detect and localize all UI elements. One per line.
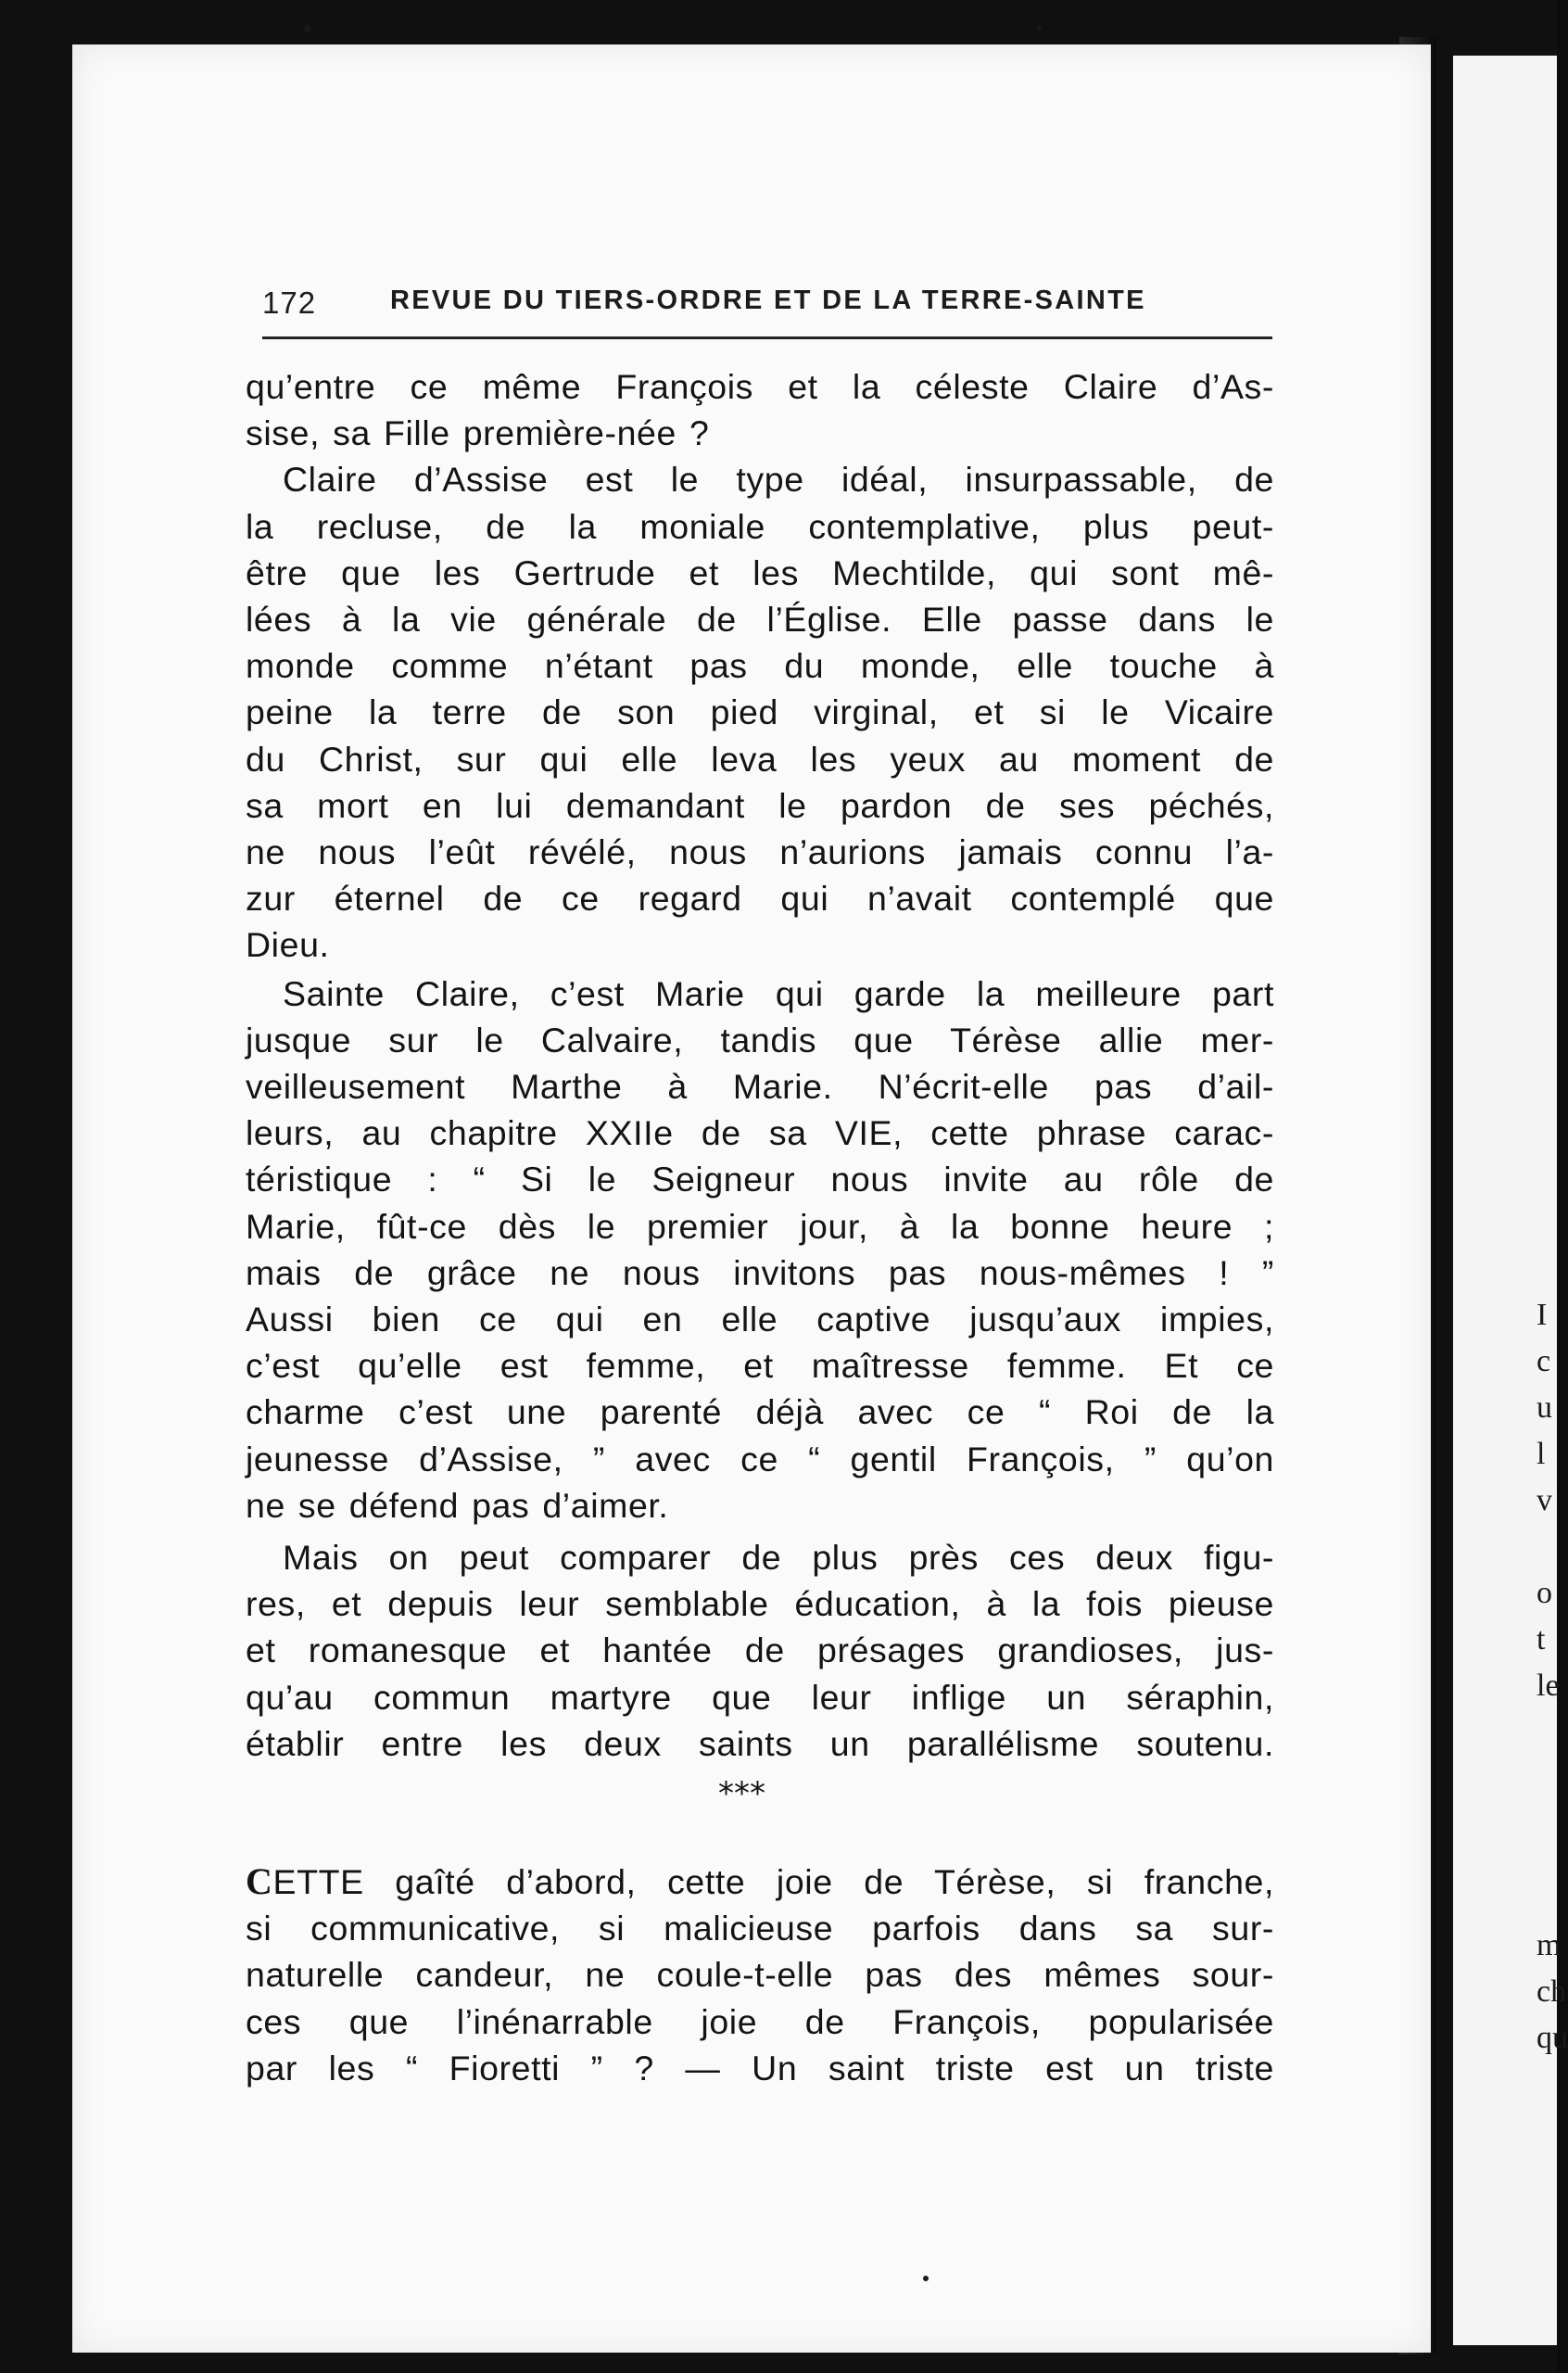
adjacent-page — [1453, 56, 1568, 2345]
adjacent-page-fragment: c — [1536, 1344, 1551, 1378]
adjacent-page-fragment: m — [1536, 1928, 1562, 1962]
scan-speck — [923, 2276, 929, 2281]
text-line: naturelle candeur, ne coule-t-elle pas des mêmes sour- — [246, 1955, 1274, 1995]
adjacent-page-fragment: qu — [1536, 2021, 1568, 2055]
text-line: la recluse, de la moniale contemplative, plus peut- — [246, 506, 1274, 546]
text-line: mais de grâce ne nous invitons pas nous-mêmes ! ” — [246, 1252, 1274, 1292]
text-line: Sainte Claire, c’est Marie qui garde la meilleure part — [283, 973, 1274, 1013]
text-line: ces que l’inénarrable joie de François, popularisée — [246, 2001, 1274, 2041]
section-asterism: *** — [718, 1775, 765, 1812]
text-line: veilleusement Marthe à Marie. N’écrit-elle pas d’ail- — [246, 1067, 1274, 1107]
text-line — [246, 1859, 1274, 1905]
small-caps-lead: ETTE — [272, 1862, 364, 1901]
text-line: être que les Gertrude et les Mechtilde, qui sont mê- — [246, 552, 1274, 592]
running-head: REVUE DU TIERS-ORDRE ET DE LA TERRE-SAINTE — [390, 286, 1146, 315]
text-line: res, et depuis leur semblable éducation, à la fois pieuse — [246, 1584, 1274, 1624]
text-line: peine la terre de son pied virginal, et si le Vicaire — [246, 692, 1274, 732]
body-text-section-2 — [246, 1859, 1274, 2091]
header-rule — [262, 336, 1272, 339]
text-line: charme c’est une parenté déjà avec ce “ Roi de la — [246, 1392, 1274, 1432]
text-line: monde comme n’étant pas du monde, elle touche à — [246, 646, 1274, 686]
text-line: sa mort en lui demandant le pardon de ses péchés, — [246, 785, 1274, 825]
text-line: téristique : “ Si le Seigneur nous invite au rôle de — [246, 1160, 1274, 1199]
text-line: et romanesque et hantée de présages grandioses, jus- — [246, 1631, 1274, 1670]
text-line: Claire d’Assise est le type idéal, insurpassable, de — [283, 460, 1274, 500]
adjacent-page-fragment: l — [1536, 1437, 1546, 1471]
text-line: jusque sur le Calvaire, tandis que Térèse allie mer- — [246, 1020, 1274, 1060]
adjacent-page-fragment: ch — [1536, 1974, 1567, 2009]
text-line: zur éternel de ce regard qui n’avait contemplé que — [246, 879, 1274, 919]
text-run: gaîté d’abord, cette joie de Térèse, si franche, — [363, 1862, 1274, 1901]
drop-cap: C — [246, 1860, 273, 1902]
text-line: leurs, au chapitre XXIIe de sa VIE, cette phrase carac- — [246, 1113, 1274, 1153]
paragraph — [246, 363, 1274, 456]
page-header — [262, 278, 1272, 334]
text-line: Dieu. — [246, 925, 330, 965]
text-line: du Christ, sur qui elle leva les yeux au moment de — [246, 739, 1274, 779]
paragraph — [246, 1534, 1274, 1767]
adjacent-page-fragment: v — [1536, 1483, 1552, 1517]
adjacent-page-fragment: u — [1536, 1390, 1552, 1425]
text-line: qu’entre ce même François et la céleste Claire d’As- — [246, 367, 1274, 406]
text-line: jeunesse d’Assise, ” avec ce “ gentil François, ” qu’on — [246, 1439, 1274, 1478]
text-line: lées à la vie générale de l’Église. Elle passe dans le — [246, 600, 1274, 640]
text-line: si communicative, si malicieuse parfois dans sa sur- — [246, 1909, 1274, 1948]
text-line: ne nous l’eût révélé, nous n’aurions jamais connu l’a- — [246, 832, 1274, 872]
adjacent-page-fragment: le — [1536, 1669, 1560, 1703]
text-line: Marie, fût-ce dès le premier jour, à la bonne heure ; — [246, 1206, 1274, 1246]
scan-speck — [304, 25, 311, 32]
text-line: c’est qu’elle est femme, et maîtresse femme. Et ce — [246, 1346, 1274, 1386]
page-number: 172 — [262, 286, 317, 320]
text-line: par les “ Fioretti ” ? — Un saint triste est un triste — [246, 2048, 1274, 2087]
text-line: sise, sa Fille première-née ? — [246, 413, 710, 453]
text-line: Mais on peut comparer de plus près ces deux figu- — [283, 1538, 1274, 1578]
paragraph — [246, 971, 1274, 1529]
body-text — [246, 363, 1274, 1767]
scan-speck — [1037, 26, 1042, 31]
text-line: qu’au commun martyre que leur inflige un séraphin, — [246, 1677, 1274, 1717]
paragraph — [246, 456, 1274, 968]
text-line: ne se défend pas d’aimer. — [246, 1485, 669, 1525]
text-line: établir entre les deux saints un parallélisme soutenu. — [246, 1723, 1274, 1763]
adjacent-page-fragment: I — [1536, 1298, 1548, 1332]
text-line: Aussi bien ce qui en elle captive jusqu’aux impies, — [246, 1300, 1274, 1339]
adjacent-page-fragment: t — [1536, 1622, 1546, 1656]
adjacent-page-fragment: o — [1536, 1576, 1552, 1610]
